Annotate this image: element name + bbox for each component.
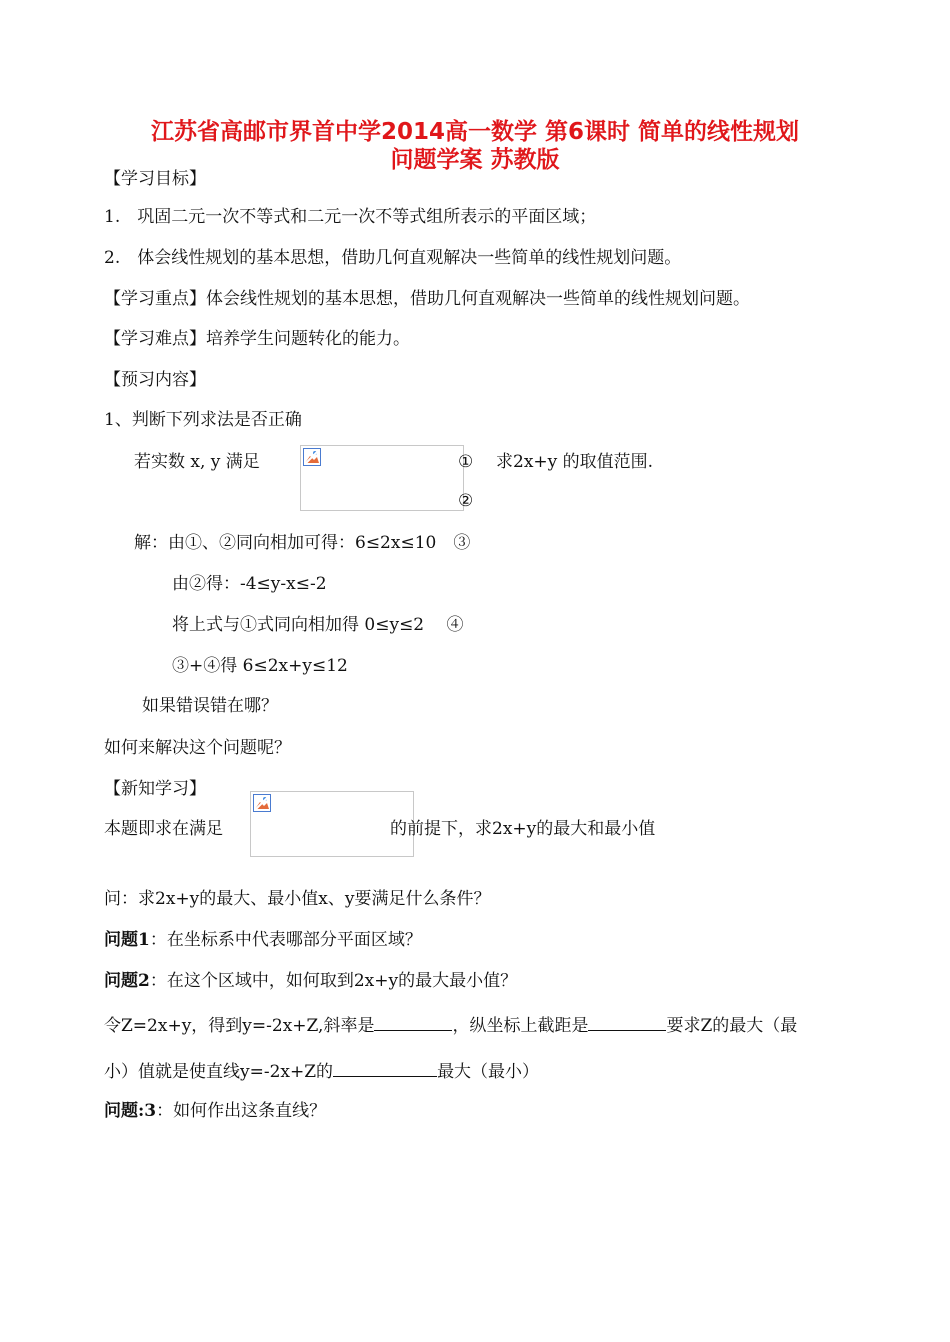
inequality-system-image [300,445,464,511]
equation-marker-1: ① [458,452,474,472]
slope-text: 令Z=2x+y，得到y=-2x+Z,斜率是 [104,1016,375,1036]
question-3 [104,1100,326,1122]
difficulty: 【学习难点】培养学生问题转化的能力。 [104,329,410,349]
question-3-text: ：如何作出这条直线？ [156,1101,327,1121]
solution-step-4: ③+④得 6≤2x+y≤12 [172,656,348,676]
how-to-solve: 如何来解决这个问题呢？ [104,738,291,758]
intercept-blank[interactable] [588,1012,666,1031]
question-1 [104,929,422,951]
intercept-text: ，纵坐标上截距是 [452,1016,589,1036]
broken-image-icon [303,448,321,466]
document-title-line1: 江苏省高邮市界首中学2014高一数学 第6课时 简单的线性规划 [150,119,800,145]
question-2 [104,970,517,992]
objective-item-1: 1. 巩固二元一次不等式和二元一次不等式组所表示的平面区域； [104,207,597,227]
problem-statement-suffix: 的前提下，求2x+y的最大和最小值 [390,819,656,839]
broken-image-icon [253,794,271,812]
conditions-question: 问：求2x+y的最大、最小值x、y要满足什么条件？ [104,889,491,909]
given-condition-prefix: 若实数 x, y 满足 [134,452,260,472]
key-point: 【学习重点】体会线性规划的基本思想，借助几何直观解决一些简单的线性规划问题。 [104,289,750,309]
question-3-label: 问题:3 [104,1101,157,1121]
question-1-text: ：在坐标系中代表哪部分平面区域？ [149,930,422,950]
new-knowledge-heading: 【新知学习】 [104,779,206,799]
solution-step-3: 将上式与①式同向相加得 0≤y≤2 ④ [172,615,464,635]
line-property-blank[interactable] [333,1058,437,1077]
line-intercept-text: 小）值就是使直线y=-2x+Z的 [104,1062,334,1082]
preview-heading: 【预习内容】 [104,370,206,390]
where-is-error: 如果错误错在哪？ [142,696,278,716]
max-min-text: 要求Z的最大（最 [666,1016,798,1036]
slope-intercept-line [104,1012,797,1037]
document-title-line2: 问题学案 苏教版 [390,147,560,173]
objectives-heading: 【学习目标】 [104,169,206,189]
range-question: 求2x+y 的取值范围. [496,452,654,472]
max-min-end-text: 最大（最小） [437,1062,540,1082]
slope-blank[interactable] [374,1012,452,1031]
max-min-line [104,1058,539,1083]
question-2-text: ：在这个区域中，如何取到2x+y的最大最小值？ [149,971,518,991]
problem-statement-prefix: 本题即求在满足 [104,819,223,839]
objective-item-2: 2. 体会线性规划的基本思想，借助几何直观解决一些简单的线性规划问题。 [104,248,682,268]
solution-step-2: 由②得：-4≤y-x≤-2 [172,574,327,594]
question-2-label: 问题2 [104,971,150,991]
solution-step-1: 解：由①、②同向相加可得：6≤2x≤10 ③ [134,533,471,553]
equation-marker-2: ② [458,491,474,511]
preview-question-1: 1、判断下列求法是否正确 [104,410,302,430]
question-1-label: 问题1 [104,930,150,950]
